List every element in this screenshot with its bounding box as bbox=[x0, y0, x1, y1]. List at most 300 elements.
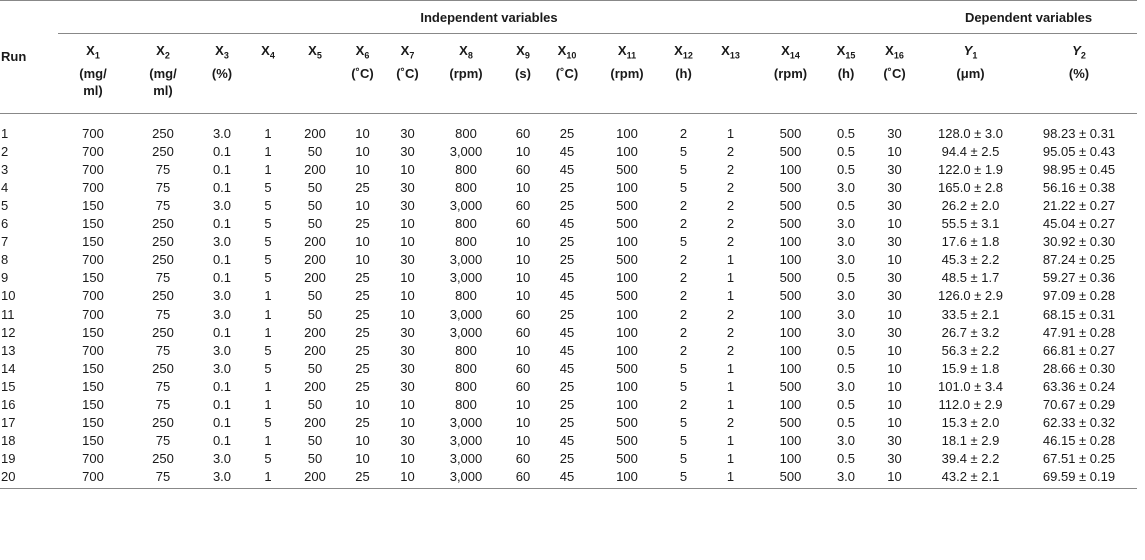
table-cell: 98.95 ± 0.45 bbox=[1042, 161, 1116, 177]
table-cell: 50 bbox=[307, 360, 323, 376]
table-cell: 28.66 ± 0.30 bbox=[1042, 360, 1116, 376]
table-cell: 60 bbox=[515, 306, 531, 322]
table-cell: 500 bbox=[616, 288, 638, 304]
table-cell: 2 bbox=[726, 234, 735, 250]
table-cell: 800 bbox=[455, 216, 477, 232]
table-cell: 250 bbox=[152, 216, 174, 232]
column-unit: (h) bbox=[675, 65, 692, 81]
column-unit: ml) bbox=[83, 82, 103, 98]
column-subscript: 14 bbox=[789, 50, 800, 61]
table-cell: 45 bbox=[559, 288, 575, 304]
table-cell: 2 bbox=[726, 306, 735, 322]
table-cell: 25 bbox=[559, 179, 575, 195]
table-cell: 30 bbox=[400, 252, 415, 268]
table-cell: 3,000 bbox=[449, 415, 483, 431]
table-cell: 10 bbox=[355, 433, 370, 449]
table-cell: 75 bbox=[155, 161, 171, 177]
table-cell: 50 bbox=[307, 433, 323, 449]
table-cell: 1 bbox=[264, 161, 272, 177]
table-cell: 150 bbox=[82, 360, 104, 376]
column-subscript: 16 bbox=[893, 50, 904, 61]
column-header-x15 bbox=[823, 34, 869, 114]
table-cell: 150 bbox=[82, 234, 104, 250]
table-cell: 10 bbox=[355, 451, 370, 467]
table-cell: 67.51 ± 0.25 bbox=[1042, 451, 1116, 467]
table-cell: 98.23 ± 0.31 bbox=[1042, 125, 1116, 141]
table-cell: 25 bbox=[355, 360, 370, 376]
table-cell: 2 bbox=[679, 342, 688, 358]
table-cell: 500 bbox=[616, 433, 638, 449]
table-cell: 2 bbox=[679, 216, 688, 232]
table-cell: 150 bbox=[82, 324, 104, 340]
column-header-x6 bbox=[340, 34, 385, 114]
table-cell: 1 bbox=[264, 143, 272, 159]
table-cell: 10 bbox=[355, 234, 370, 250]
table-cell: 500 bbox=[616, 161, 638, 177]
table-cell: 3,000 bbox=[449, 324, 483, 340]
table-cell: 30 bbox=[400, 360, 415, 376]
run-number: 2 bbox=[1, 143, 9, 159]
table-cell: 10 bbox=[400, 415, 415, 431]
table-cell: 10 bbox=[887, 378, 902, 394]
table-row bbox=[0, 197, 1137, 215]
header-run: Run bbox=[0, 1, 58, 114]
table-cell: 45 bbox=[559, 216, 575, 232]
table-cell: 1 bbox=[726, 252, 735, 268]
table-cell: 100 bbox=[779, 252, 802, 268]
table-cell: 100 bbox=[779, 161, 802, 177]
table-cell: 250 bbox=[152, 234, 174, 250]
table-cell: 26.7 ± 3.2 bbox=[941, 324, 1000, 340]
column-symbol: X bbox=[86, 43, 95, 58]
table-cell: 25 bbox=[355, 216, 370, 232]
column-symbol: X bbox=[674, 43, 683, 58]
table-cell: 0.5 bbox=[836, 360, 856, 376]
table-cell: 2 bbox=[726, 179, 735, 195]
run-number: 3 bbox=[1, 161, 9, 177]
table-cell: 250 bbox=[152, 324, 174, 340]
table-row bbox=[0, 269, 1137, 287]
table-cell: 50 bbox=[307, 143, 323, 159]
table-cell: 100 bbox=[616, 143, 638, 159]
table-cell: 500 bbox=[616, 451, 638, 467]
table-cell: 0.1 bbox=[212, 397, 232, 412]
table-cell: 45 bbox=[559, 360, 575, 376]
table-cell: 62.33 ± 0.32 bbox=[1042, 415, 1116, 431]
table-cell: 87.24 ± 0.25 bbox=[1042, 252, 1116, 268]
table-cell: 3.0 bbox=[212, 451, 232, 467]
table-cell: 10 bbox=[515, 252, 531, 268]
table-row bbox=[0, 468, 1137, 489]
table-cell: 10 bbox=[355, 252, 370, 268]
table-cell: 3.0 bbox=[823, 468, 869, 489]
table-cell: 25 bbox=[559, 252, 575, 268]
table-cell: 2 bbox=[679, 324, 688, 340]
table-cell: 60 bbox=[515, 360, 531, 376]
table-cell: 3.0 bbox=[836, 306, 856, 322]
table-cell: 3.0 bbox=[836, 433, 856, 449]
table-cell: 200 bbox=[304, 270, 326, 286]
column-symbol: X bbox=[261, 43, 270, 58]
table-cell: 2 bbox=[679, 288, 688, 304]
table-cell: 3.0 bbox=[212, 234, 232, 250]
table-cell: 45 bbox=[559, 270, 575, 286]
column-unit: (˚C) bbox=[555, 65, 579, 81]
table-cell: 100 bbox=[779, 234, 802, 250]
table-cell: 100 bbox=[616, 378, 638, 394]
column-subscript: 1 bbox=[94, 50, 100, 61]
table-cell: 45.04 ± 0.27 bbox=[1042, 216, 1116, 232]
table-cell: 75 bbox=[155, 433, 171, 449]
column-unit: (˚C) bbox=[883, 65, 906, 81]
table-cell: 3,000 bbox=[449, 270, 483, 286]
table-cell: 10 bbox=[355, 125, 370, 141]
table-cell: 1 bbox=[726, 433, 735, 449]
column-subscript: 9 bbox=[524, 50, 530, 61]
column-header-y2 bbox=[1021, 34, 1137, 114]
table-cell: 75 bbox=[155, 342, 171, 358]
table-cell: 10 bbox=[400, 161, 415, 177]
table-row bbox=[0, 143, 1137, 161]
column-header-x5 bbox=[290, 34, 340, 114]
table-cell: 10 bbox=[887, 306, 902, 322]
table-cell: 100 bbox=[779, 397, 802, 412]
table-cell: 800 bbox=[455, 288, 477, 304]
table-cell: 5 bbox=[679, 415, 688, 431]
table-cell: 5 bbox=[264, 270, 272, 286]
table-cell: 5 bbox=[264, 360, 272, 376]
table-cell: 10 bbox=[400, 397, 415, 412]
table-cell: 75 bbox=[155, 306, 171, 322]
table-cell: 50 bbox=[307, 288, 323, 304]
table-cell: 10 bbox=[400, 288, 415, 304]
table-cell: 10 bbox=[400, 270, 415, 286]
table-cell: 500 bbox=[616, 415, 638, 431]
table-cell: 128.0 ± 3.0 bbox=[938, 125, 1003, 141]
table-cell: 150 bbox=[82, 415, 104, 431]
column-symbol: X bbox=[557, 43, 567, 58]
table-cell: 3.0 bbox=[212, 342, 232, 358]
column-symbol: X bbox=[355, 43, 365, 58]
run-number: 17 bbox=[1, 415, 16, 431]
table-cell: 56.16 ± 0.38 bbox=[1042, 179, 1116, 195]
column-symbol: X bbox=[885, 43, 894, 58]
table-cell: 60 bbox=[515, 197, 531, 213]
table-cell: 200 bbox=[304, 415, 326, 431]
table-cell: 10 bbox=[887, 342, 902, 358]
column-unit: (μm) bbox=[956, 65, 985, 81]
table-cell: 500 bbox=[779, 143, 802, 159]
table-cell: 25 bbox=[340, 468, 385, 489]
table-cell: 25 bbox=[559, 397, 575, 412]
table-cell: 0.1 bbox=[212, 378, 232, 394]
table-cell: 3,000 bbox=[449, 252, 483, 268]
column-subscript: 7 bbox=[409, 50, 415, 61]
table-cell: 1 bbox=[703, 468, 758, 489]
table-cell: 30.92 ± 0.30 bbox=[1042, 234, 1116, 250]
table-cell: 100 bbox=[616, 306, 638, 322]
table-cell: 25 bbox=[355, 342, 370, 358]
column-symbol: Y bbox=[1072, 43, 1081, 58]
table-cell: 10 bbox=[887, 397, 902, 412]
column-unit: (mg/ bbox=[79, 65, 107, 81]
table-cell: 1 bbox=[264, 125, 272, 141]
table-cell: 250 bbox=[152, 360, 174, 376]
table-cell: 700 bbox=[82, 179, 104, 195]
table-cell: 25 bbox=[559, 451, 575, 467]
table-cell: 25 bbox=[355, 415, 370, 431]
table-cell: 10 bbox=[887, 360, 902, 376]
table-cell: 200 bbox=[304, 342, 326, 358]
run-number: 6 bbox=[1, 216, 9, 232]
table-cell: 700 bbox=[82, 342, 104, 358]
column-symbol: X bbox=[308, 43, 317, 58]
table-cell: 3,000 bbox=[449, 451, 483, 467]
table-row bbox=[0, 161, 1137, 179]
table-cell: 10 bbox=[887, 216, 902, 232]
column-subscript: 12 bbox=[682, 50, 693, 61]
table-cell: 75 bbox=[155, 378, 171, 394]
column-symbol: X bbox=[516, 43, 525, 58]
table-cell: 0.5 bbox=[836, 125, 856, 141]
table-cell: 2 bbox=[726, 143, 735, 159]
table-cell: 150 bbox=[82, 216, 104, 232]
table-cell: 1 bbox=[726, 288, 735, 304]
table-cell: 39.4 ± 2.2 bbox=[941, 451, 1000, 467]
table-cell: 250 bbox=[152, 415, 174, 431]
column-subscript: 6 bbox=[364, 50, 370, 61]
table-cell: 700 bbox=[82, 125, 104, 141]
table-cell: 2 bbox=[726, 415, 735, 431]
column-unit: (rpm) bbox=[449, 65, 483, 81]
table-cell: 10 bbox=[515, 288, 531, 304]
run-number: 14 bbox=[1, 360, 16, 376]
table-cell: 100 bbox=[616, 342, 638, 358]
table-cell: 75 bbox=[155, 179, 171, 195]
table-cell: 5 bbox=[679, 451, 688, 467]
column-unit: (h) bbox=[837, 65, 855, 81]
table-cell: 3.0 bbox=[212, 125, 232, 141]
column-symbol: X bbox=[836, 43, 846, 58]
column-subscript: 4 bbox=[269, 50, 275, 61]
table-cell: 45 bbox=[559, 161, 575, 177]
run-number: 7 bbox=[1, 234, 9, 250]
column-header-x9 bbox=[502, 34, 544, 114]
table-row bbox=[0, 432, 1137, 450]
table-cell: 250 bbox=[152, 451, 174, 467]
table-cell: 200 bbox=[304, 252, 326, 268]
table-cell: 10 bbox=[355, 397, 370, 412]
table-cell: 0.1 bbox=[212, 433, 232, 449]
table-cell: 700 bbox=[82, 288, 104, 304]
table-cell: 25 bbox=[559, 415, 575, 431]
table-cell: 3.0 bbox=[836, 216, 856, 232]
table-cell: 47.91 ± 0.28 bbox=[1042, 324, 1116, 340]
table-cell: 800 bbox=[455, 378, 477, 394]
table-cell: 5 bbox=[679, 378, 688, 394]
table-cell: 500 bbox=[616, 360, 638, 376]
table-cell: 94.4 ± 2.5 bbox=[941, 143, 1000, 159]
run-number: 20 bbox=[0, 468, 58, 489]
table-cell: 25 bbox=[355, 324, 370, 340]
table-cell: 500 bbox=[779, 125, 802, 141]
table-row bbox=[0, 378, 1137, 396]
column-header-x10 bbox=[544, 34, 590, 114]
table-cell: 30 bbox=[887, 270, 902, 286]
table-row bbox=[0, 113, 1137, 143]
column-unit: (˚C) bbox=[351, 65, 374, 81]
table-cell: 30 bbox=[887, 161, 902, 177]
table-cell: 112.0 ± 2.9 bbox=[938, 397, 1003, 412]
table-cell: 10 bbox=[515, 342, 531, 358]
table-cell: 5 bbox=[664, 468, 703, 489]
table-cell: 45.3 ± 2.2 bbox=[941, 252, 1000, 268]
column-subscript: 2 bbox=[1080, 50, 1086, 61]
table-cell: 500 bbox=[779, 197, 802, 213]
table-cell: 700 bbox=[82, 306, 104, 322]
table-cell: 1 bbox=[726, 451, 735, 467]
table-cell: 0.1 bbox=[212, 161, 232, 177]
table-cell: 800 bbox=[455, 125, 477, 141]
table-cell: 5 bbox=[679, 179, 688, 195]
table-cell: 25 bbox=[355, 288, 370, 304]
table-cell: 0.5 bbox=[836, 397, 856, 412]
header-independent-variables: Independent variables bbox=[58, 1, 920, 34]
table-cell: 500 bbox=[616, 216, 638, 232]
table-cell: 5 bbox=[264, 252, 272, 268]
table-cell: 150 bbox=[82, 378, 104, 394]
table-cell: 200 bbox=[304, 234, 326, 250]
table-cell: 30 bbox=[400, 197, 415, 213]
table-cell: 100 bbox=[779, 342, 802, 358]
table-cell: 800 bbox=[455, 179, 477, 195]
table-cell: 700 bbox=[82, 161, 104, 177]
table-cell: 100 bbox=[616, 270, 638, 286]
table-cell: 30 bbox=[887, 234, 902, 250]
table-cell: 45 bbox=[544, 468, 590, 489]
table-cell: 5 bbox=[264, 197, 272, 213]
column-header-x8 bbox=[430, 34, 502, 114]
table-cell: 3,000 bbox=[449, 143, 483, 159]
table-cell: 18.1 ± 2.9 bbox=[941, 433, 1000, 449]
table-cell: 2 bbox=[726, 324, 735, 340]
table-cell: 3.0 bbox=[212, 360, 232, 376]
table-cell: 25 bbox=[559, 306, 575, 322]
table-cell: 3.0 bbox=[836, 324, 856, 340]
table-cell: 1 bbox=[264, 397, 272, 412]
table-cell: 33.5 ± 2.1 bbox=[941, 306, 1000, 322]
table-cell: 55.5 ± 3.1 bbox=[941, 216, 1000, 232]
table-cell: 10 bbox=[400, 306, 415, 322]
header-dependent-variables: Dependent variables bbox=[920, 1, 1137, 34]
table-cell: 30 bbox=[887, 197, 902, 213]
table-cell: 5 bbox=[264, 415, 272, 431]
table-cell: 10 bbox=[515, 415, 531, 431]
table-cell: 700 bbox=[82, 143, 104, 159]
table-cell: 500 bbox=[616, 252, 638, 268]
table-cell: 50 bbox=[307, 179, 323, 195]
run-number: 1 bbox=[1, 125, 9, 141]
table-cell: 500 bbox=[779, 270, 802, 286]
table-cell: 2 bbox=[726, 342, 735, 358]
table-cell: 95.05 ± 0.43 bbox=[1042, 143, 1116, 159]
table-cell: 0.1 bbox=[212, 324, 232, 340]
table-cell: 60 bbox=[515, 125, 531, 141]
table-cell: 3,000 bbox=[430, 468, 502, 489]
table-cell: 60 bbox=[502, 468, 544, 489]
table-cell: 1 bbox=[726, 270, 735, 286]
table-cell: 10 bbox=[515, 397, 531, 412]
table-cell: 66.81 ± 0.27 bbox=[1042, 342, 1116, 358]
column-header-x13 bbox=[703, 34, 758, 114]
table-cell: 0.5 bbox=[836, 415, 856, 431]
table-cell: 10 bbox=[515, 270, 531, 286]
table-cell: 75 bbox=[155, 197, 171, 213]
table-cell: 30 bbox=[400, 342, 415, 358]
table-row bbox=[0, 251, 1137, 269]
table-cell: 0.5 bbox=[836, 161, 856, 177]
table-row bbox=[0, 179, 1137, 197]
table-cell: 1 bbox=[264, 306, 272, 322]
table-cell: 59.27 ± 0.36 bbox=[1042, 270, 1116, 286]
table-cell: 25 bbox=[355, 179, 370, 195]
column-header-x16 bbox=[869, 34, 920, 114]
run-number: 18 bbox=[1, 433, 16, 449]
table-row bbox=[0, 342, 1137, 360]
table-cell: 46.15 ± 0.28 bbox=[1042, 433, 1116, 449]
table-cell: 700 bbox=[82, 451, 104, 467]
table-cell: 70.67 ± 0.29 bbox=[1042, 397, 1116, 412]
table-cell: 75 bbox=[155, 397, 171, 412]
table-cell: 30 bbox=[887, 288, 902, 304]
table-cell: 0.1 bbox=[212, 143, 232, 159]
column-header-x3 bbox=[198, 34, 246, 114]
table-cell: 25 bbox=[559, 125, 575, 141]
table-row bbox=[0, 450, 1137, 468]
table-cell: 30 bbox=[400, 143, 415, 159]
column-subscript: 1 bbox=[972, 50, 978, 61]
table-cell: 30 bbox=[887, 125, 902, 141]
table-cell: 10 bbox=[515, 179, 531, 195]
table-cell: 3.0 bbox=[198, 468, 246, 489]
table-cell: 30 bbox=[400, 378, 415, 394]
table-cell: 150 bbox=[82, 197, 104, 213]
table-cell: 100 bbox=[616, 234, 638, 250]
column-unit: (rpm) bbox=[610, 65, 644, 81]
table-cell: 3.0 bbox=[212, 197, 232, 213]
table-row bbox=[0, 360, 1137, 378]
table-row bbox=[0, 287, 1137, 305]
table-cell: 25 bbox=[355, 378, 370, 394]
table-row bbox=[0, 306, 1137, 324]
table-cell: 200 bbox=[304, 324, 326, 340]
table-row bbox=[0, 414, 1137, 432]
column-symbol: X bbox=[617, 43, 627, 58]
table-cell: 800 bbox=[455, 360, 477, 376]
table-cell: 3.0 bbox=[836, 378, 856, 394]
table-cell: 1 bbox=[264, 378, 272, 394]
table-cell: 25 bbox=[355, 306, 370, 322]
column-unit: (%) bbox=[1068, 65, 1090, 81]
run-number: 5 bbox=[1, 197, 9, 213]
run-number: 8 bbox=[1, 252, 9, 268]
table-cell: 800 bbox=[455, 234, 477, 250]
table-cell: 2 bbox=[679, 397, 688, 412]
table-cell: 25 bbox=[559, 234, 575, 250]
table-cell: 3,000 bbox=[449, 433, 483, 449]
table-cell: 1 bbox=[264, 288, 272, 304]
table-cell: 3.0 bbox=[836, 252, 856, 268]
